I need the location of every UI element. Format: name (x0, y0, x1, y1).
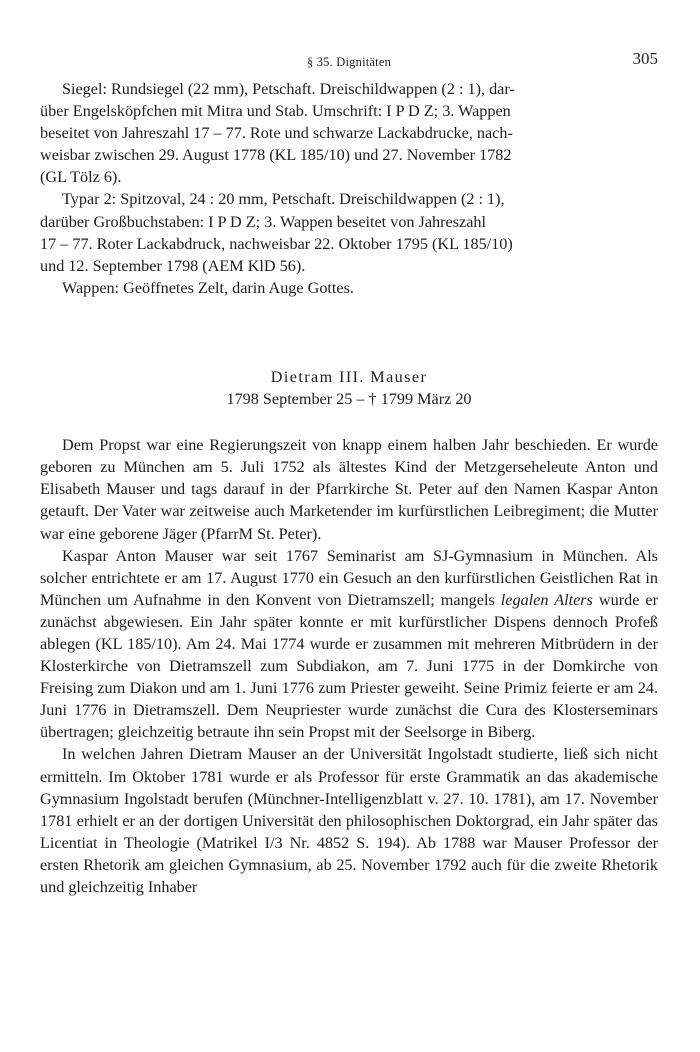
body-paragraph: Kaspar Anton Mauser war seit 1767 Seminarist am SJ-Gymnasium in München. Als solcher entrichtete er am 17. August 1770 ein Gesuch an den kurfürstlichen Geistlichen Rat in München um Aufnahme in den Konvent von Dietramszell; mangels legalen Alters wurde er zunächst abgewiesen. Ein Jahr später konnte er mit kurfürstlicher Dispens dennoch Profeß ablegen (KL 185/10). Am 24. Mai 1774 wurde er zusammen mit mehreren Mitbrüdern in der Klosterkirche von Dietramszell zum Subdiakon, am 7. Juni 1775 in der Domkirche von Freising zum Diakon und am 1. Juni 1776 zum Priester geweiht. Seine Primiz feierte er am 24. Juni 1776 in Dietramszell. Dem Neupriester wurde zunächst die Cura des Klosterseminars übertragen; gleichzeitig betraute ihn sein Propst mit der Seelsorge in Biberg. (40, 546, 658, 742)
running-head: § 35. Dignitäten (306, 55, 392, 69)
page-header (40, 48, 658, 78)
seal-description (40, 78, 658, 299)
book-page (40, 48, 658, 898)
typar-paragraph: Typar 2: Spitzoval, 24 : 20 mm, Petschaft. Dreischildwappen (2 : 1), darüber Großbuchstaben: I P D Z; 3. Wappen beseitet von Jahreszahl 17 – 77. Roter Lackabdruck, nachweisbar 22. Oktober 1795 (KL 185/10) und 12. September 1798 (AEM KlD 56). (40, 190, 513, 275)
body-paragraph: Dem Propst war eine Regierungszeit von knapp einem halben Jahr beschieden. Er wurde geboren zu München am 5. Juli 1752 als ältestes Kind der Metzgerseheleute Anton und Elisabeth Mauser und tags darauf in der Pfarrkirche St. Peter auf den Namen Kaspar Anton getauft. Der Vater war zeitweise auch Marketender im kurfürstlichen Leibregiment; die Mutter war eine geborene Jäger (PfarrM St. Peter). (40, 436, 658, 543)
body-paragraph: In welchen Jahren Dietram Mauser an der Universität Ingolstadt studierte, ließ sich nicht ermitteln. Im Oktober 1781 wurde er als Professor für erste Grammatik an das akademische Gymnasium Ingolstadt berufen (Münchner-Intelligenzblatt v. 27. 10. 1781), am 17. November 1781 erhielt er an der dortigen Universität den philosophischen Doktorgrad, ein Jahr später das Licentiat in Theologie (Matrikel I/3 Nr. 4852 S. 194). Ab 1788 war Mauser Professor der ersten Rhetorik am gleichen Gymnasium, ab 25. November 1792 auch für die zweite Rhetorik und gleichzeitig Inhaber (40, 745, 658, 896)
italic-term: legalen Alters (500, 590, 593, 609)
section-title: Dietram III. Mauser (270, 367, 428, 386)
section-heading (40, 366, 658, 410)
coat-of-arms-paragraph: Wappen: Geöffnetes Zelt, darin Auge Gottes. (62, 278, 354, 297)
section-dates: 1798 September 25 – † 1799 März 20 (226, 390, 472, 409)
page-number: 305 (632, 49, 658, 68)
seal-paragraph: Siegel: Rundsiegel (22 mm), Petschaft. Dreischildwappen (2 : 1), dar- über Engelsköpfchen mit Mitra und Stab. Umschrift: I P D Z; 3. Wappen beseitet von Jahreszahl 17 – 77. Rote und schwarze Lackabdrucke, nach- weisbar zwischen 29. August 1778 (KL 185/10) und 27. November 1782 (GL Tölz 6). (40, 80, 515, 187)
biography-text (40, 434, 658, 898)
